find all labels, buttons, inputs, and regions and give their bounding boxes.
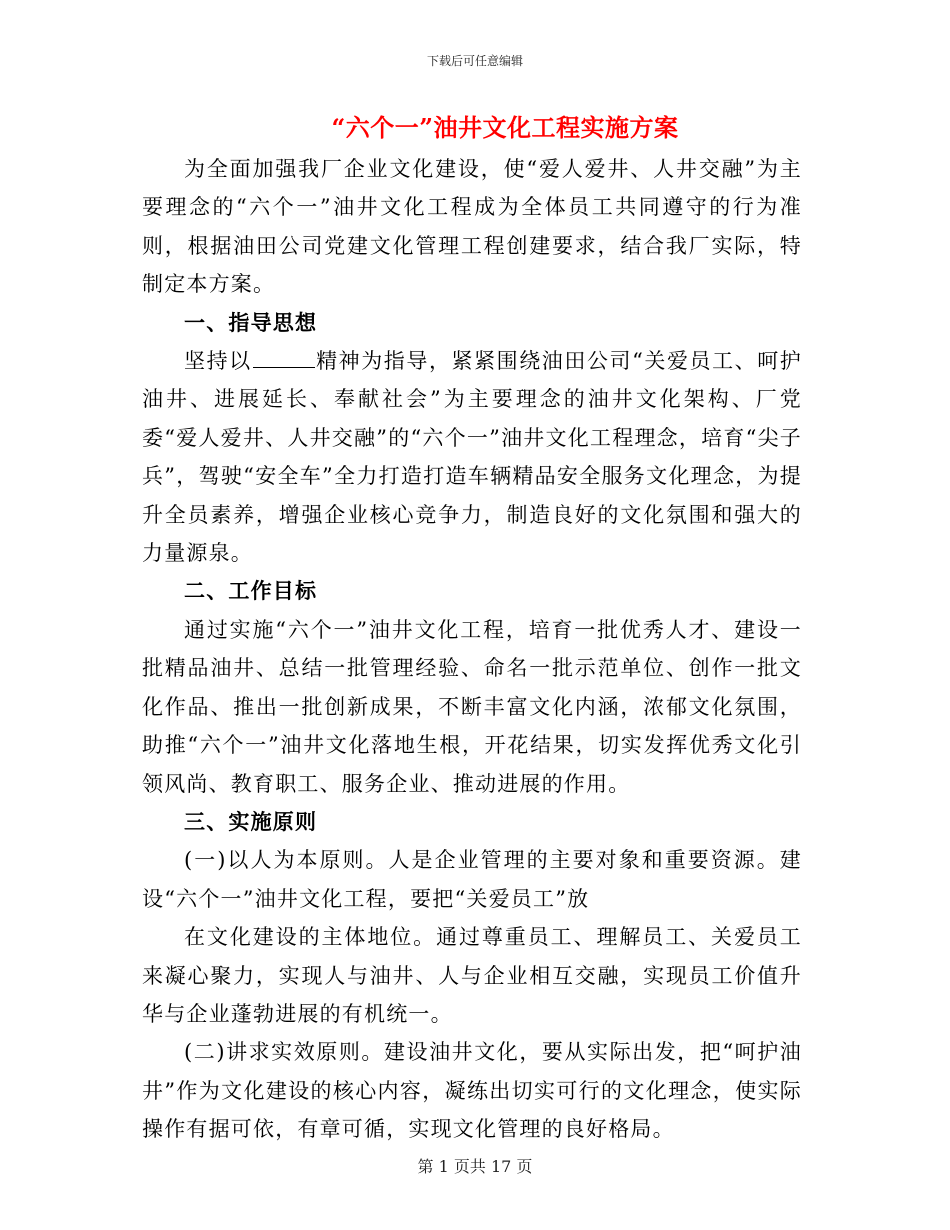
section-1-paragraph — [142, 342, 802, 572]
page-header-note: 下载后可任意编辑 — [426, 54, 523, 68]
section-3-heading: 三、实施原则 — [184, 808, 318, 834]
section-1-text-start: 坚持以 — [184, 349, 252, 374]
intro-paragraph: 为全面加强我厂企业文化建设，使“爱人爱井、人井交融”为主要理念的“六个一”油井文化工程成为全体员工共同遵守的行为准则，根据油田公司党建文化管理工程创建要求，结合我厂实际，特制定本方案。 — [142, 157, 802, 297]
document-body — [142, 150, 802, 1149]
section-3-paragraph-1-continued: 在文化建设的主体地位。通过尊重员工、理解员工、关爱员工来凝心聚力，实现人与油井、人与企业相互交融，实现员工价值升华与企业蓬勃进展的有机统一。 — [142, 925, 802, 1026]
section-2-heading: 二、工作目标 — [184, 578, 318, 604]
section-1-heading: 一、指导思想 — [184, 309, 318, 335]
section-3-paragraph-2: (二)讲求实效原则。建设油井文化，要从实际出发，把“呵护油井”作为文化建设的核心内容，凝练出切实可行的文化理念，使实际操作有据可依，有章可循，实现文化管理的良好格局。 — [142, 1040, 802, 1142]
document-title: “六个一”油井文化工程实施方案 — [331, 113, 679, 142]
section-3-paragraph-1: (一)以人为本原则。人是企业管理的主要对象和重要资源。建设“六个一”油井文化工程，要把“关爱员工”放 — [142, 848, 802, 911]
section-1-text-rest: 精神为指导，紧紧围绕油田公司“关爱员工、呵护油井、进展延长、奉献社会”为主要理念的油井文化架构、厂党委“爱人爱井、人井交融”的“六个一”油井文化工程理念，培育“尖子兵”，驾驶“安全车”全力打造打造车辆精品安全服务文化理念，为提升全员素养，增强企业核心竞争力，制造良好的文化氛围和强大的力量源泉。 — [142, 349, 802, 566]
section-2-paragraph: 通过实施“六个一”油井文化工程，培育一批优秀人才、建设一批精品油井、总结一批管理经验、命名一批示范单位、创作一批文化作品、推出一批创新成果，不断丰富文化内涵，浓郁文化氛围，助推“六个一”油井文化落地生根，开花结果，切实发挥优秀文化引领风尚、教育职工、服务企业、推动进展的作用。 — [142, 617, 802, 796]
fill-in-blank — [253, 349, 315, 368]
page-number-footer: 第 1 页共 17 页 — [417, 1157, 533, 1176]
